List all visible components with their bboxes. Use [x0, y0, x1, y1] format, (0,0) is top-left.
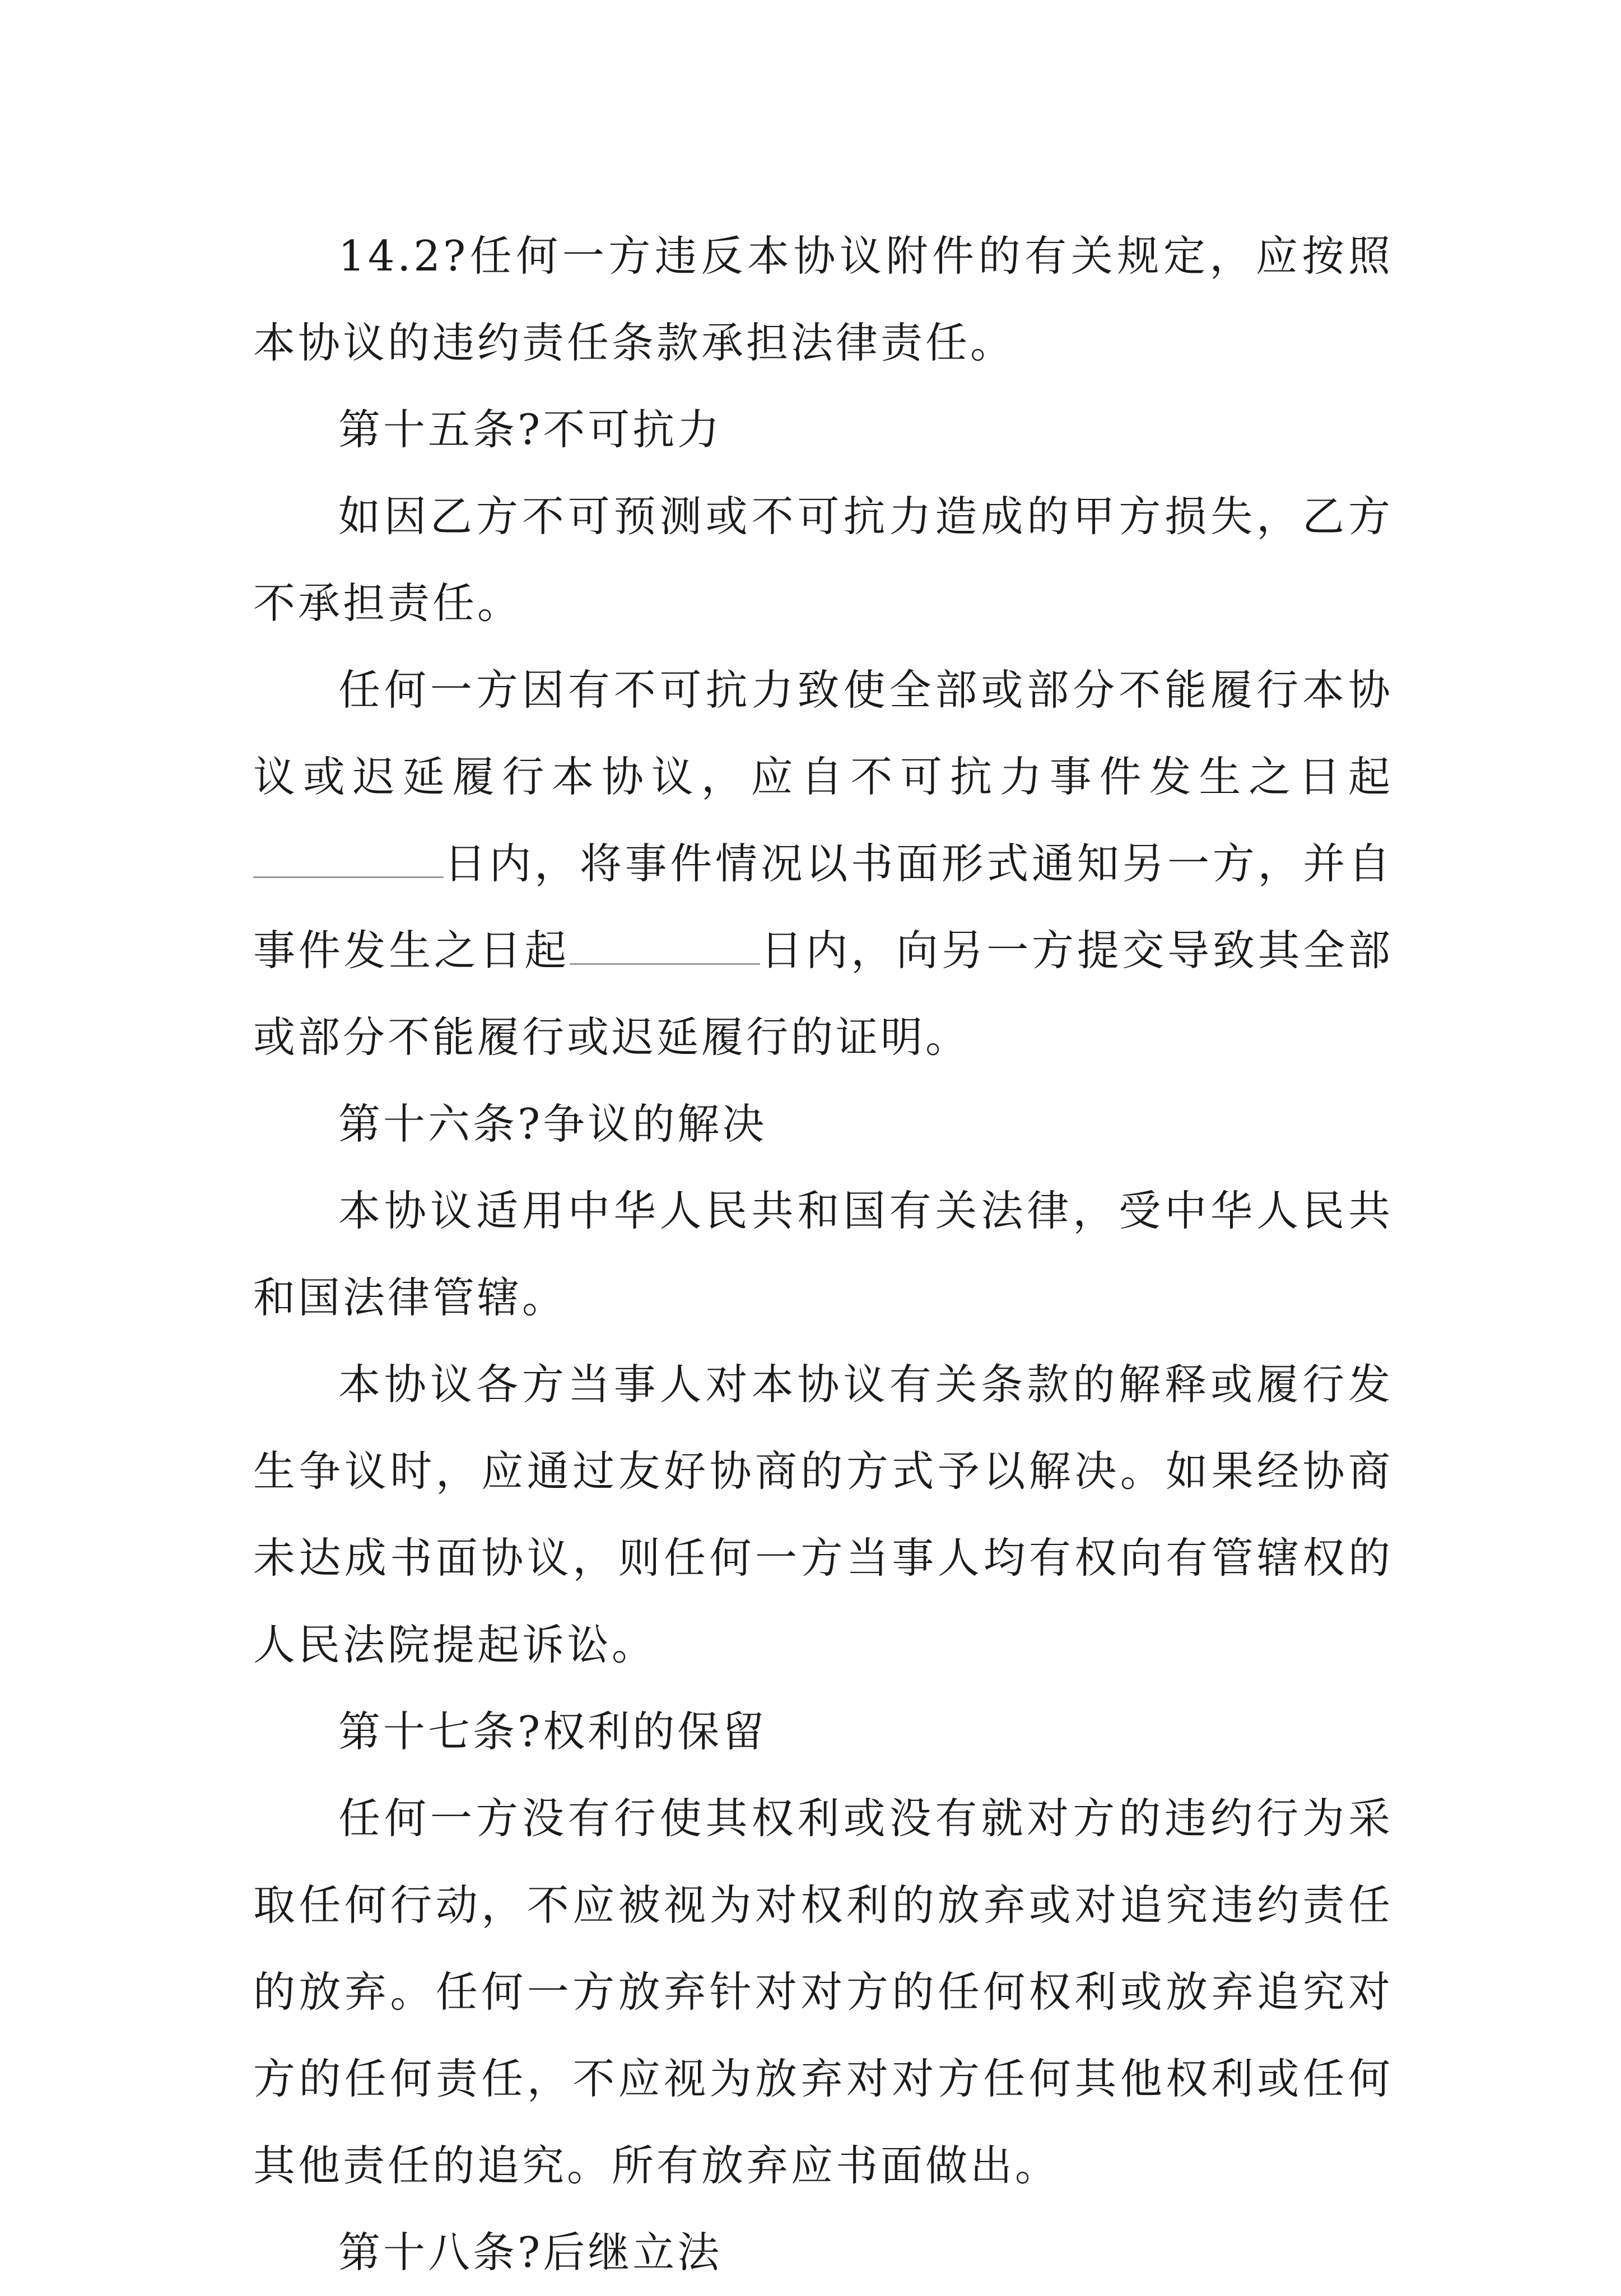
article-17-heading: 第十七条?权利的保留 — [338, 1707, 767, 1756]
dispute-paragraph-1: 本协议适用中华人民共和国有关法律，受中华人民共和国法律管辖。 — [253, 1186, 1393, 1322]
force-majeure-text-part-1: 任何一方因有不可抗力致使全部或部分不能履行本协议或迟延履行本协议，应自不可抗力事件发生之日起 — [253, 665, 1393, 801]
article-15-heading: 第十五条?不可抗力 — [338, 405, 723, 454]
force-majeure-paragraph-1: 如因乙方不可预测或不可抗力造成的甲方损失，乙方不承担责任。 — [253, 492, 1393, 628]
article-18-heading: 第十八条?后继立法 — [338, 2228, 723, 2277]
force-majeure-text-part-2: 日内，将事件情况以书面形式通知另一方，并自事件发生之日起 — [253, 839, 1393, 975]
fill-in-blank-days-proof — [570, 963, 760, 965]
document-body — [253, 213, 1393, 2296]
rights-reservation-paragraph: 任何一方没有行使其权利或没有就对方的违约行为采取任何行动，不应被视为对权利的放弃或对追究违约责任的放弃。任何一方放弃针对对方的任何权利或放弃追究对方的任何责任，不应视为放弃对对方任何其他权利或任何其他责任的追究。所有放弃应书面做出。 — [253, 1794, 1393, 2190]
fill-in-blank-days-notice — [253, 876, 444, 878]
clause-14-2-paragraph: 14.2?任何一方违反本协议附件的有关规定，应按照本协议的违约责任条款承担法律责任。 — [253, 231, 1393, 367]
force-majeure-text-part-3: 日内，向另一方提交导致其全部或部分不能履行或迟延履行的证明。 — [253, 926, 1393, 1062]
force-majeure-paragraph-2 — [253, 647, 1393, 1081]
dispute-paragraph-2: 本协议各方当事人对本协议有关条款的解释或履行发生争议时，应通过友好协商的方式予以解决。如果经协商未达成书面协议，则任何一方当事人均有权向有管辖权的人民法院提起诉讼。 — [253, 1360, 1393, 1669]
article-16-heading: 第十六条?争议的解决 — [338, 1099, 767, 1149]
